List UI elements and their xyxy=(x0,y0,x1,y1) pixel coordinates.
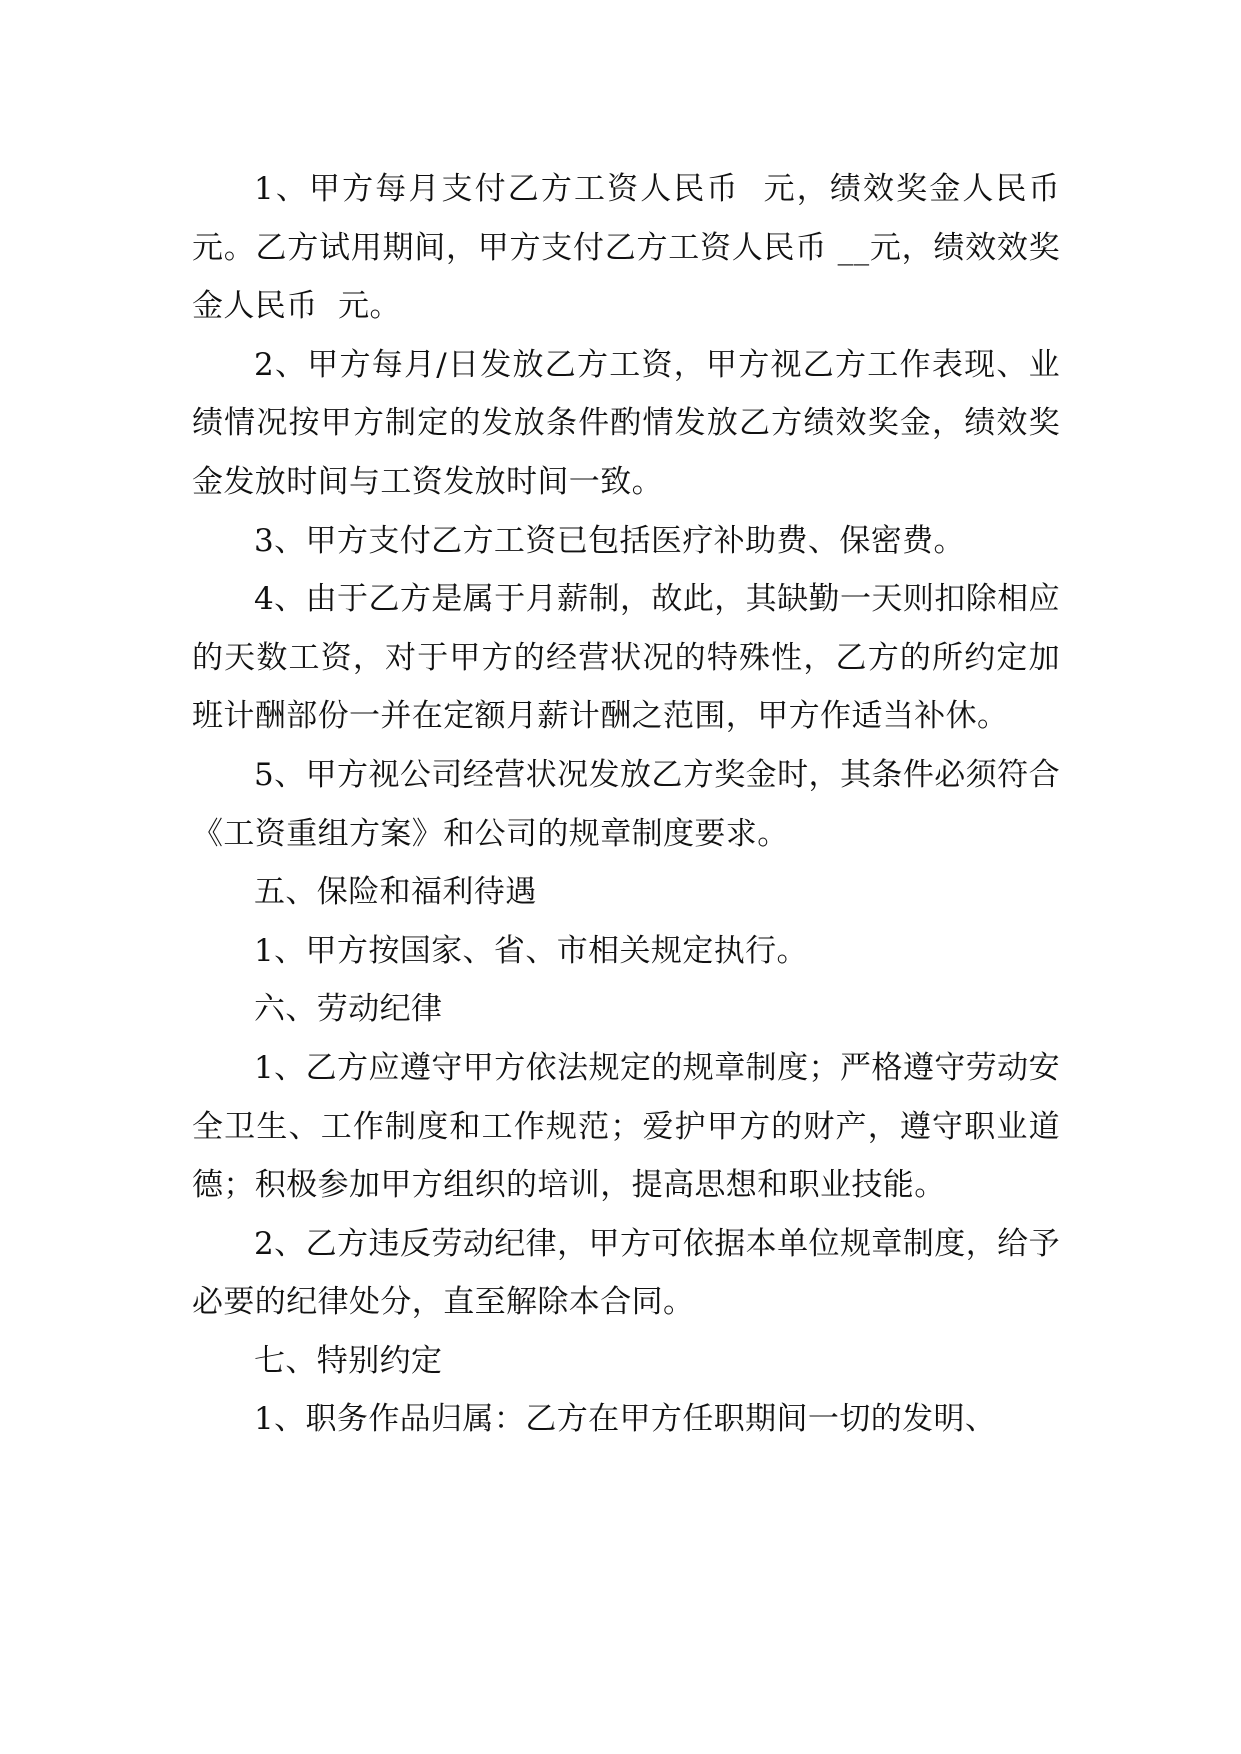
section-heading-special-agreements: 七、特别约定 xyxy=(254,1342,443,1379)
section-heading-labor-discipline: 六、劳动纪律 xyxy=(254,991,443,1028)
clause-discipline-violations: 2、乙方违反劳动纪律，甲方可依据本单位规章制度，给予必要的纪律处分，直至解除本合同。 xyxy=(192,1225,1060,1321)
clause-salary-amount: 1、甲方每月支付乙方工资人民币 元，绩效奖金人民币 元。乙方试用期间，甲方支付乙方工资人民币 __元，绩效效奖金人民币 元。 xyxy=(192,171,1081,325)
section-heading-insurance: 五、保险和福利待遇 xyxy=(254,874,537,911)
clause-insurance-rules: 1、甲方按国家、省、市相关规定执行。 xyxy=(254,932,808,969)
document-body xyxy=(192,160,1081,1449)
clause-salary-payment-date: 2、甲方每月/日发放乙方工资，甲方视乙方工作表现、业绩情况按甲方制定的发放条件酌情发放乙方绩效奖金，绩效奖金发放时间与工资发放时间一致。 xyxy=(192,346,1060,500)
clause-bonus-conditions: 5、甲方视公司经营状况发放乙方奖金时，其条件必须符合《工资重组方案》和公司的规章制度要求。 xyxy=(192,756,1060,852)
clause-work-ownership: 1、职务作品归属：乙方在甲方任职期间一切的发明、 xyxy=(254,1401,997,1438)
clause-salary-inclusions: 3、甲方支付乙方工资已包括医疗补助费、保密费。 xyxy=(254,522,965,559)
clause-monthly-salary-system: 4、由于乙方是属于月薪制，故此，其缺勤一天则扣除相应的天数工资，对于甲方的经营状况的特殊性，乙方的所约定加班计酬部份一并在定额月薪计酬之范围，甲方作适当补休。 xyxy=(192,581,1060,735)
clause-employee-obligations: 1、乙方应遵守甲方依法规定的规章制度；严格遵守劳动安全卫生、工作制度和工作规范；爱护甲方的财产，遵守职业道德；积极参加甲方组织的培训，提高思想和职业技能。 xyxy=(192,1049,1060,1204)
